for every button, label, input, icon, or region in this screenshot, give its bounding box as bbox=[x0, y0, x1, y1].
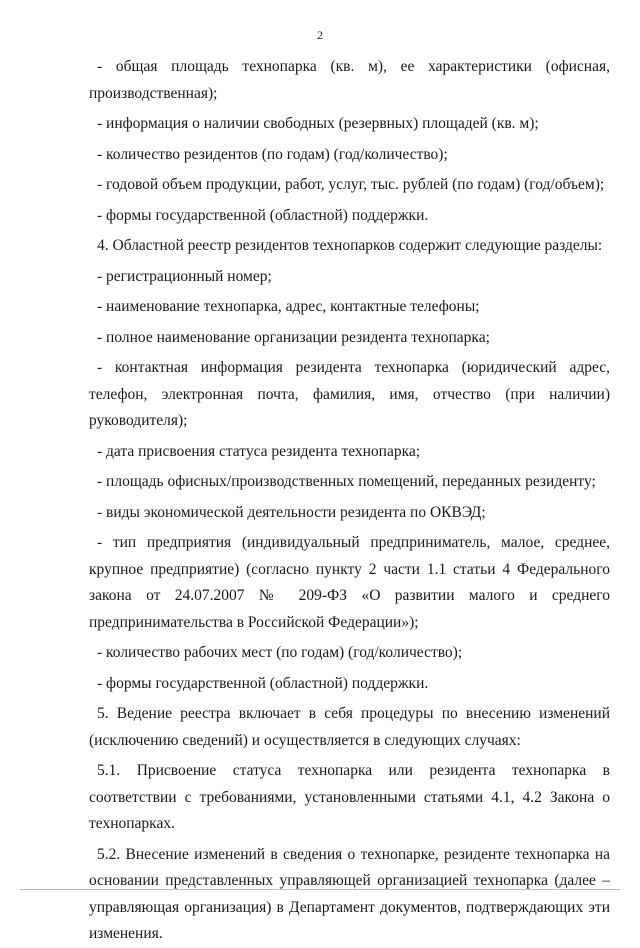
paragraph-organization-name: - полное наименование организации резидента технопарка; bbox=[97, 328, 490, 346]
paragraph-section-5: 5. Ведение реестра включает в себя процедуры по внесению изменений (исключению сведений) и осуществляется в следующих случаях: bbox=[89, 705, 610, 749]
paragraph-enterprise-type: - тип предприятия (индивидуальный предприниматель, малое, среднее, крупное предприятие) (согласно пункту 2 части 1.1 статьи 4 Федерального закона от 24.07.2007 № 209-ФЗ «О развитии малого и среднего предпринимательства в Российской Федерации»); bbox=[89, 534, 610, 631]
page-number: 2 bbox=[317, 28, 323, 42]
paragraph-total-area: - общая площадь технопарка (кв. м), ее характеристики (офисная, производственная); bbox=[89, 58, 610, 102]
paragraph-technopark-name: - наименование технопарка, адрес, контактные телефоны; bbox=[97, 298, 480, 315]
paragraph-section-5-2: 5.2. Внесение изменений в сведения о технопарке, резиденте технопарка на основании представленных управляющей организацией технопарка (далее – управляющая организация) в Департамент документов, подтверждающих эти изменения. bbox=[89, 845, 610, 942]
document-body bbox=[89, 54, 610, 948]
paragraph-section-4: 4. Областной реестр резидентов технопарков содержит следующие разделы: bbox=[97, 237, 603, 254]
paragraph-support-forms-2: - формы государственной (областной) поддержки. bbox=[97, 674, 429, 692]
paragraph-annual-volume: - годовой объем продукции, работ, услуг, тыс. рублей (по годам) (год/объем); bbox=[97, 176, 605, 193]
paragraph-status-date: - дата присвоения статуса резидента технопарка; bbox=[97, 442, 421, 460]
paragraph-registration-number: - регистрационный номер; bbox=[97, 267, 272, 285]
paragraph-jobs-count: - количество рабочих мест (по годам) (год/количество); bbox=[97, 644, 463, 661]
footer-divider bbox=[20, 889, 620, 890]
paragraph-contact-info: - контактная информация резидента технопарка (юридический адрес, телефон, электронная почта, фамилия, имя, отчество (при наличии) руководителя); bbox=[89, 359, 610, 429]
paragraph-residents-count: - количество резидентов (по годам) (год/количество); bbox=[97, 145, 448, 163]
paragraph-office-area: - площадь офисных/производственных помещений, переданных резиденту; bbox=[97, 473, 596, 490]
paragraph-okved: - виды экономической деятельности резидента по ОКВЭД; bbox=[97, 503, 486, 521]
paragraph-section-5-1: 5.1. Присвоение статуса технопарка или резидента технопарка в соответствии с требованиями, установленными статьями 4.1, 4.2 Закона о технопарках. bbox=[89, 762, 610, 832]
paragraph-support-forms: - формы государственной (областной) поддержки. bbox=[97, 206, 429, 224]
paragraph-free-area: - информация о наличии свободных (резервных) площадей (кв. м); bbox=[97, 115, 539, 132]
